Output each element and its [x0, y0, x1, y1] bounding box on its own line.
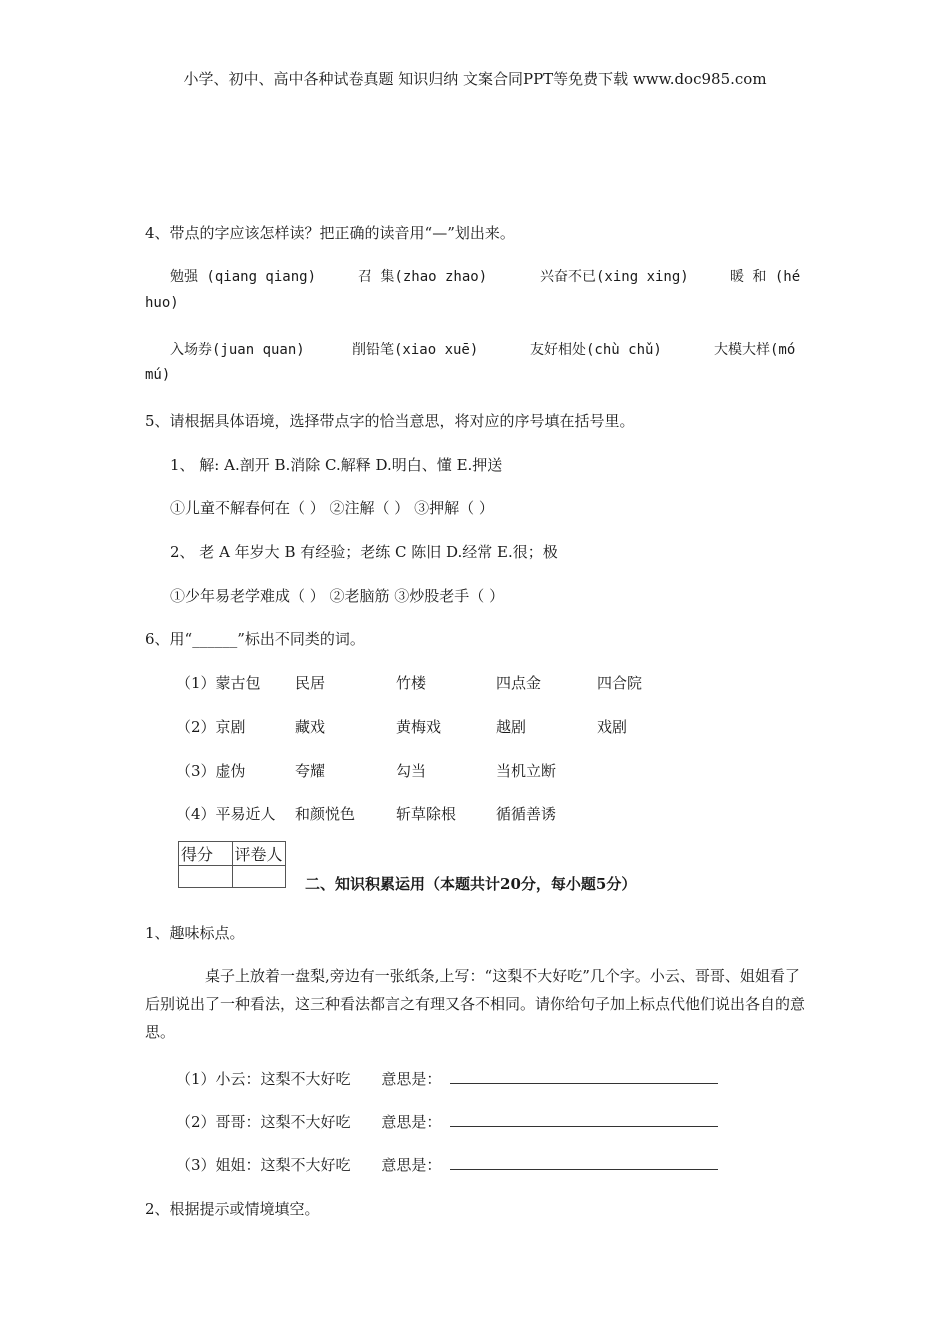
- q6-word: 和颜悦色: [295, 805, 356, 823]
- answer-blank[interactable]: [450, 1112, 718, 1127]
- q6-word: （3）虚伪: [176, 762, 246, 780]
- q6-word: 戏剧: [597, 718, 628, 736]
- answer-row-3: [176, 1154, 718, 1175]
- q4-item: 召 集(zhao zhao): [358, 269, 488, 285]
- q6-word: 藏戏: [295, 718, 326, 736]
- q4-item: 削铅笔(xiao xuē): [352, 342, 479, 358]
- q4-item: 入场券(juan quan): [170, 342, 305, 358]
- meaning-label: 意思是：: [381, 1113, 442, 1131]
- q6-word: （4）平易近人: [176, 805, 276, 823]
- q4-item: 暖 和 (hé: [730, 269, 801, 285]
- answer-row-2: [176, 1111, 718, 1132]
- question-4-title: 4、带点的字应该怎样读？把正确的读音用“—”划出来。: [145, 224, 515, 242]
- grader-label: 评卷人: [232, 842, 286, 866]
- s2-question-1-title: 1、趣味标点。: [145, 924, 245, 942]
- s2-question-1-paragraph: 桌子上放着一盘梨,旁边有一张纸条,上写：“这梨不大好吃”几个字。小云、哥哥、姐姐看了后别说出了一种看法，这三种看法都言之有理又各不相同。请你给句子加上标点代他们说出各自的意思。: [145, 967, 806, 1041]
- grader-cell: [232, 866, 286, 888]
- q6-word: 黄梅戏: [396, 718, 442, 736]
- answer-blank[interactable]: [450, 1069, 718, 1084]
- section-2-title: 二、知识积累运用（本题共计20分，每小题5分）: [305, 875, 637, 893]
- q6-word: 越剧: [496, 718, 527, 736]
- q6-word: 当机立断: [496, 762, 557, 780]
- q6-word: 四点金: [496, 674, 542, 692]
- q5-item-1-fill: ①儿童不解春何在（ ） ②注解（ ） ③押解（ ）: [170, 499, 494, 517]
- page-header: 小学、初中、高中各种试卷真题 知识归纳 文案合同PPT等免费下载 www.doc985.com: [183, 70, 767, 88]
- score-cell: [179, 866, 233, 888]
- q5-item-2: 2、 老 A 年岁大 B 有经验；老练 C 陈旧 D.经常 E.很；极: [170, 543, 558, 561]
- question-6-title: 6、用“______”标出不同类的词。: [145, 630, 365, 648]
- q6-word: 竹楼: [396, 674, 427, 692]
- q5-item-2-fill: ①少年易老学难成（ ） ②老脑筋 ③炒股老手（ ）: [170, 587, 505, 605]
- answer-row-1: [176, 1068, 718, 1089]
- q4-item-wrap: huo): [145, 295, 179, 311]
- q6-word: 勾当: [396, 762, 427, 780]
- question-5-title: 5、请根据具体语境，选择带点字的恰当意思，将对应的序号填在括号里。: [145, 412, 635, 430]
- q6-word: （1）蒙古包: [176, 674, 261, 692]
- q6-word: 斩草除根: [396, 805, 457, 823]
- q4-item-wrap: mú): [145, 367, 171, 383]
- meaning-label: 意思是：: [381, 1070, 442, 1088]
- q6-word: （2）京剧: [176, 718, 246, 736]
- s2-question-2-title: 2、根据提示或情境填空。: [145, 1200, 320, 1218]
- answer-blank[interactable]: [450, 1155, 718, 1170]
- q4-item: 大模大样(mó: [714, 342, 796, 358]
- answer-label: （1）小云：这梨不大好吃: [176, 1070, 351, 1088]
- q6-word: 夸耀: [295, 762, 326, 780]
- answer-label: （3）姐姐：这梨不大好吃: [176, 1156, 351, 1174]
- q6-word: 四合院: [597, 674, 643, 692]
- q5-item-1: 1、 解: A.剖开 B.消除 C.解释 D.明白、懂 E.押送: [170, 456, 503, 474]
- answer-label: （2）哥哥：这梨不大好吃: [176, 1113, 351, 1131]
- q6-word: 循循善诱: [496, 805, 557, 823]
- q6-word: 民居: [295, 674, 326, 692]
- q4-item: 友好相处(chù chǔ): [530, 342, 662, 358]
- q4-item: 兴奋不已(xing xing): [540, 269, 689, 285]
- q4-item: 勉强 (qiang qiang): [170, 269, 317, 285]
- score-label: 得分: [179, 842, 233, 866]
- score-box: [178, 841, 286, 888]
- meaning-label: 意思是：: [381, 1156, 442, 1174]
